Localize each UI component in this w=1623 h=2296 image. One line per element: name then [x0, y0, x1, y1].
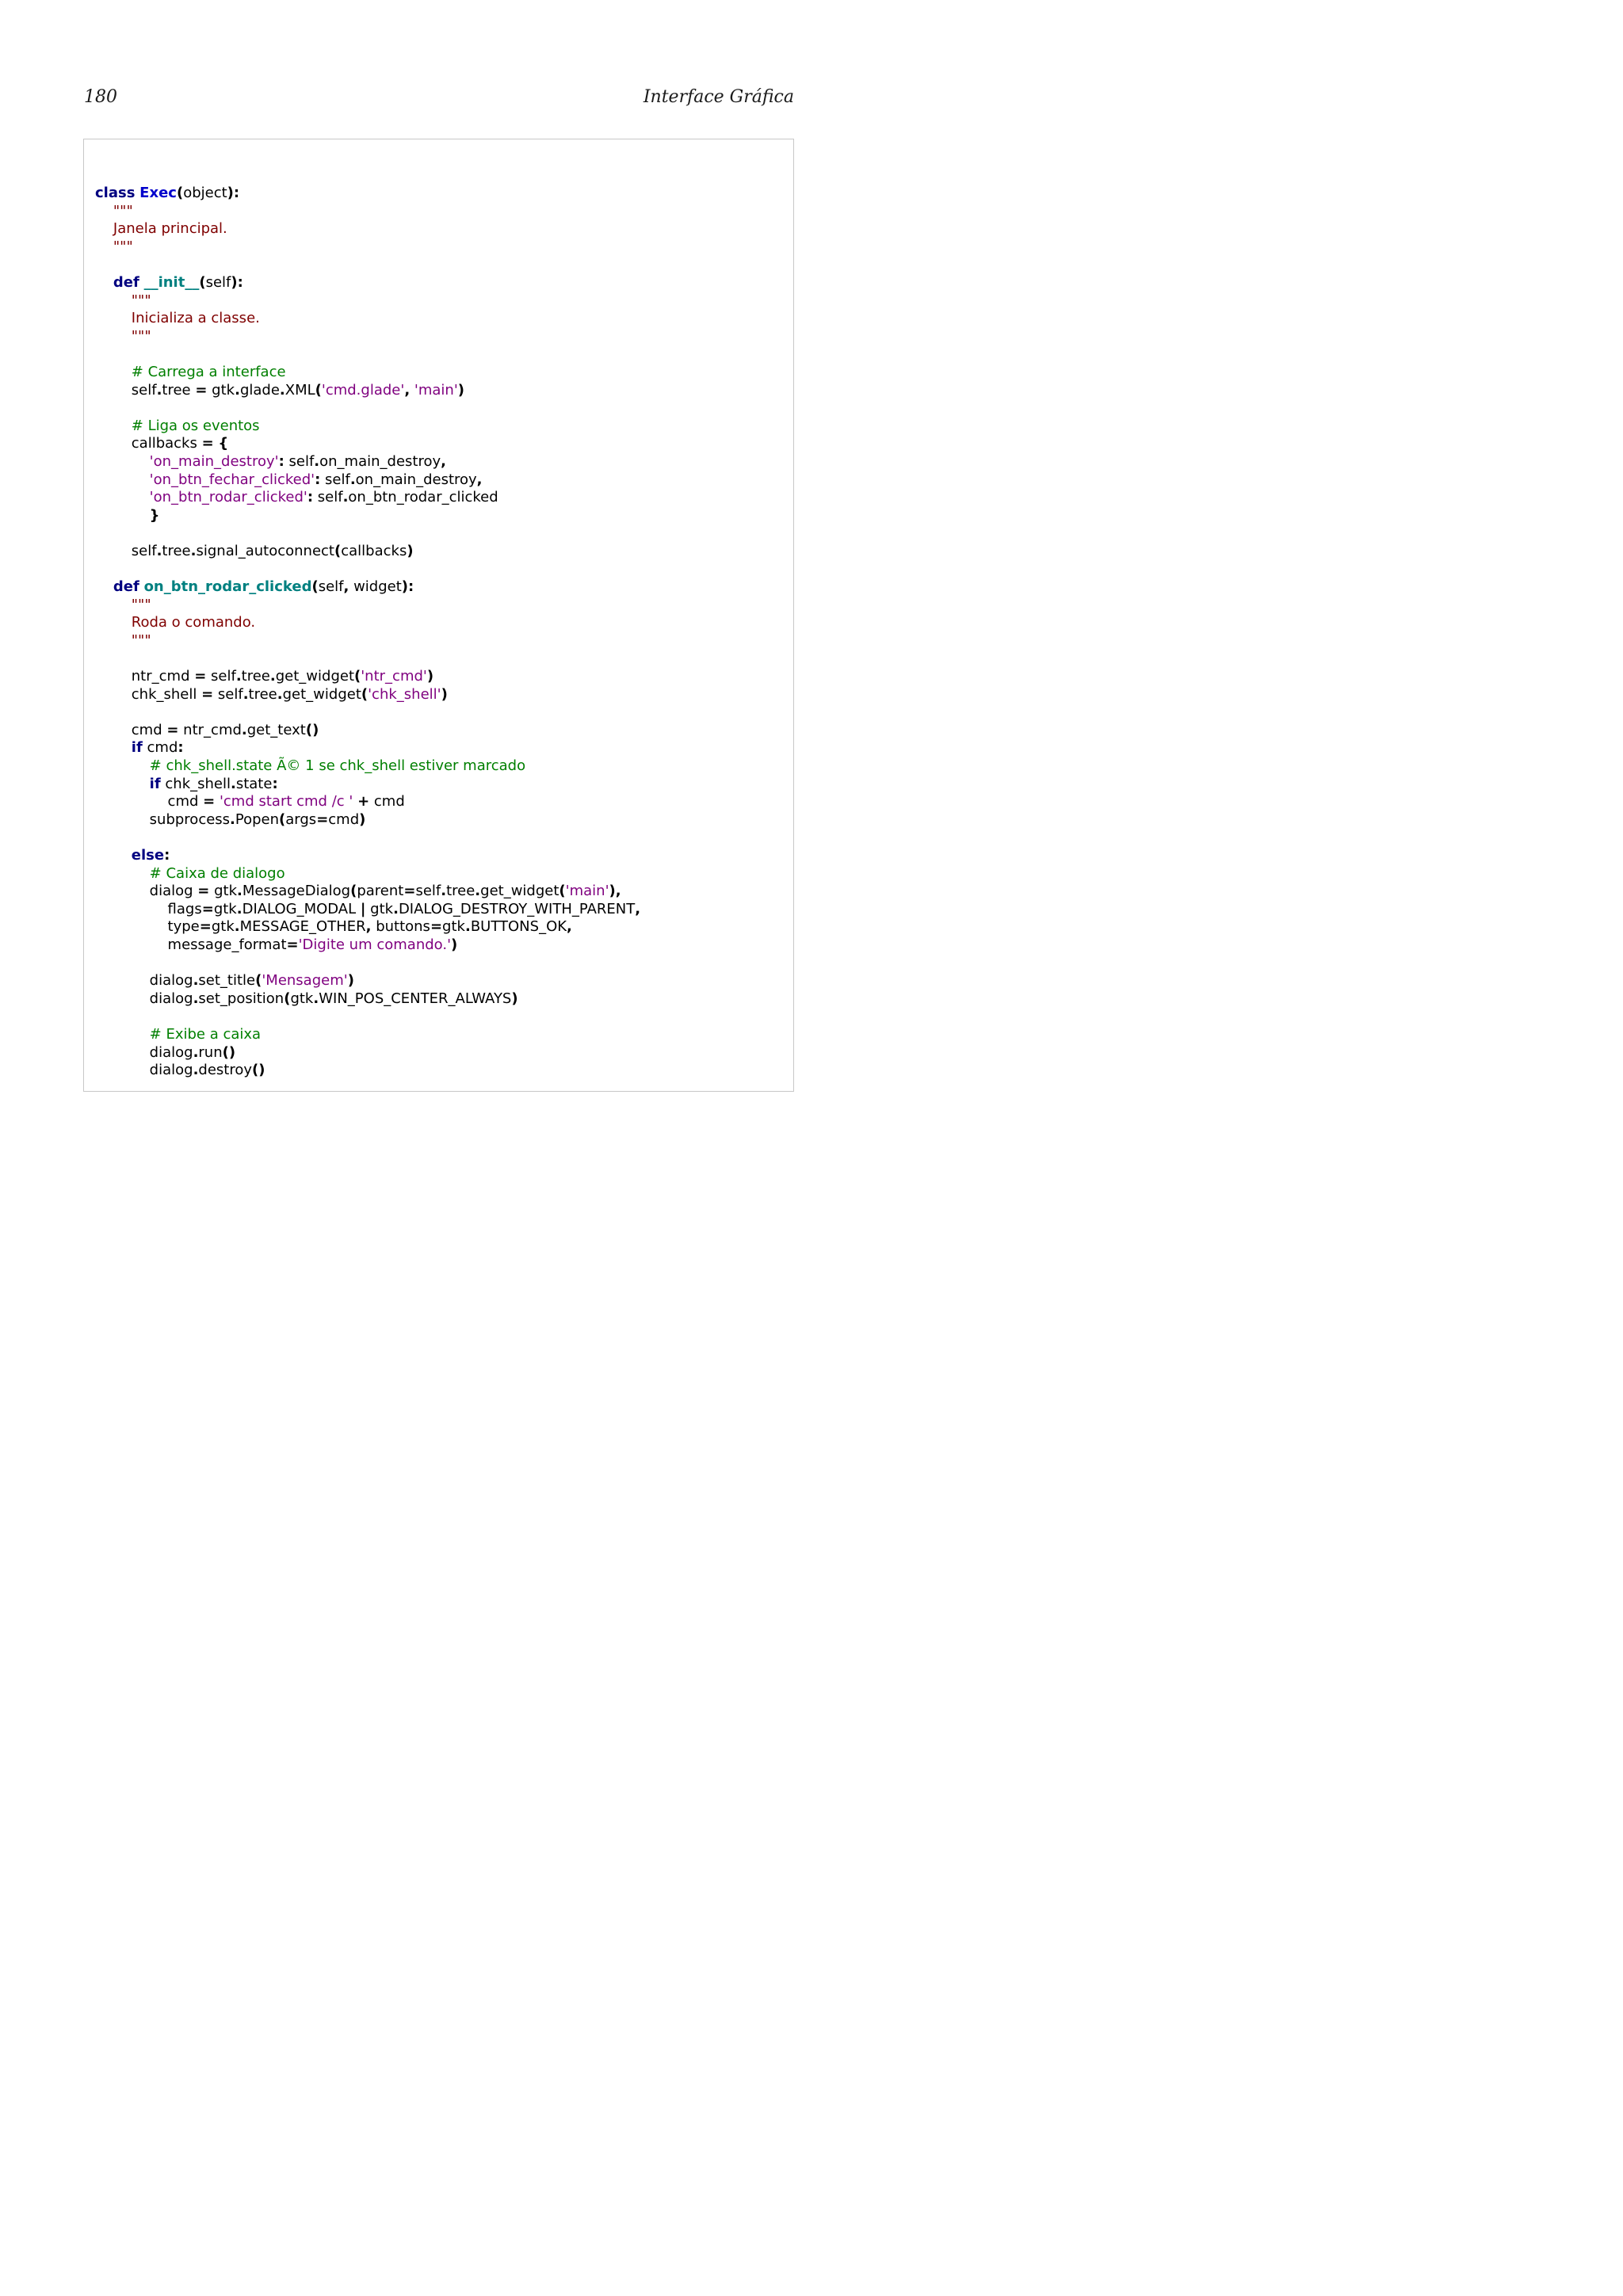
code-text-token: XML: [285, 381, 315, 399]
code-text-token: Popen: [235, 810, 280, 828]
code-line: [95, 274, 785, 292]
code-line: [95, 543, 785, 561]
code-text-token: widget: [349, 578, 402, 596]
code-text-token: glade: [239, 381, 280, 399]
comment-token: # chk_shell.state Ã© 1 se chk_shell estiver marcado: [149, 757, 526, 774]
operator-token: .: [393, 900, 399, 917]
operator-token: ): [457, 381, 464, 399]
code-text-token: gtk: [207, 381, 235, 399]
operator-token: .: [190, 542, 197, 559]
code-line: [95, 238, 785, 257]
operator-token: .: [475, 883, 481, 900]
code-text-token: [95, 274, 113, 291]
string-token: 'chk_shell': [368, 685, 441, 703]
code-text-token: dialog: [95, 883, 198, 900]
code-text-token: [95, 471, 150, 488]
operator-token: .: [237, 883, 242, 900]
code-text-token: cmd: [369, 793, 405, 810]
operator-token: (: [354, 668, 361, 685]
operator-token: ): [426, 668, 434, 685]
code-text-token: gtk: [213, 900, 237, 917]
code-text-token: self: [95, 542, 157, 559]
code-line: [95, 668, 785, 686]
code-text-token: [95, 865, 150, 882]
code-text-token: cmd: [95, 721, 167, 738]
operator-token: =: [286, 936, 299, 953]
operator-token: ,: [404, 381, 411, 399]
code-line: [95, 471, 785, 490]
operator-token: .: [342, 489, 349, 506]
code-line: [95, 1026, 785, 1044]
code-text-token: get_widget: [480, 883, 559, 900]
code-text-token: on_main_destroy: [355, 471, 477, 488]
string-token: 'Mensagem': [262, 972, 348, 990]
operator-token: .: [314, 452, 320, 470]
operator-token: .: [277, 685, 283, 703]
code-text-token: self: [205, 273, 231, 291]
string-token: 'ntr_cmd': [361, 668, 427, 685]
function-name-token: __init__: [143, 273, 200, 291]
code-text-token: dialog: [95, 972, 193, 990]
docstring-token: """: [131, 596, 151, 613]
code-text-token: [95, 847, 132, 864]
docstring-token: """: [113, 238, 133, 255]
operator-token: ):: [227, 185, 240, 201]
docstring-token: """: [113, 202, 133, 219]
code-text-token: ntr_cmd: [178, 721, 242, 738]
code-text-token: state: [235, 775, 273, 792]
operator-token: ,: [635, 900, 641, 917]
code-text-token: [95, 310, 132, 326]
code-line: [95, 650, 785, 668]
string-token: 'on_main_destroy': [149, 452, 279, 470]
code-text-token: parent: [357, 883, 404, 900]
code-text-token: [95, 364, 132, 380]
operator-token: ):: [401, 578, 414, 596]
code-line: [95, 936, 785, 955]
operator-token: .: [193, 972, 199, 990]
code-text-token: [95, 632, 132, 649]
code-text-token: gtk: [365, 900, 394, 917]
operator-token: ,: [441, 452, 446, 470]
code-line: [95, 185, 785, 203]
code-line: [95, 578, 785, 597]
code-text-token: cmd: [328, 810, 360, 828]
string-token: 'cmd.glade': [321, 381, 405, 399]
code-line: [95, 811, 785, 830]
page-header: [84, 84, 794, 111]
code-text-token: subprocess: [95, 810, 231, 828]
code-line: [95, 972, 785, 990]
docstring-token: Inicializa a classe.: [131, 310, 260, 327]
code-line: [95, 203, 785, 221]
code-text-token: flags: [95, 900, 202, 917]
code-text-token: on_btn_rodar_clicked: [348, 489, 498, 506]
code-line: [95, 847, 785, 865]
code-text-token: [95, 739, 132, 756]
operator-token: =: [203, 793, 216, 810]
code-text-token: callbacks: [341, 542, 407, 559]
code-text-token: [95, 238, 113, 255]
code-text-token: WIN_POS_CENTER_ALWAYS: [319, 990, 512, 1007]
code-line: [95, 399, 785, 418]
operator-token: :: [278, 452, 285, 470]
docstring-token: """: [131, 292, 151, 309]
docstring-token: """: [131, 631, 151, 649]
operator-token: .: [279, 381, 285, 399]
operator-token: ,: [343, 578, 349, 596]
operator-token: +: [357, 793, 370, 810]
comment-token: # Exibe a caixa: [149, 1025, 262, 1043]
operator-token: (: [255, 972, 262, 990]
operator-token: ): [407, 542, 414, 559]
code-line: [95, 328, 785, 346]
docstring-token: Janela principal.: [113, 220, 227, 238]
operator-token: .: [349, 471, 356, 488]
code-line: [95, 256, 785, 274]
function-name-token: on_btn_rodar_clicked: [143, 578, 312, 596]
code-text-token: [95, 776, 150, 792]
code-line: [95, 310, 785, 328]
code-text-token: BUTTONS_OK: [470, 918, 567, 936]
code-text-token: get_widget: [275, 668, 354, 685]
code-line: [95, 632, 785, 650]
code-text-token: on_main_destroy: [319, 452, 441, 470]
code-text-token: MESSAGE_OTHER: [239, 918, 366, 936]
code-line: [95, 418, 785, 436]
operator-token: {: [218, 435, 229, 452]
operator-token: ): [511, 990, 518, 1007]
string-token: 'on_btn_rodar_clicked': [149, 489, 307, 506]
operator-token: (: [559, 883, 566, 900]
operator-token: :: [307, 489, 314, 506]
operator-token: ):: [231, 273, 243, 291]
code-text-token: set_position: [198, 990, 285, 1007]
string-token: 'on_btn_fechar_clicked': [149, 471, 315, 488]
code-line: [95, 918, 785, 936]
operator-token: .: [234, 918, 240, 936]
code-text-token: [95, 578, 113, 595]
code-text-token: [95, 453, 150, 470]
comment-token: # Carrega a interface: [131, 363, 286, 380]
code-line: [95, 793, 785, 811]
keyword-token: def: [113, 273, 139, 291]
code-text-token: dialog: [95, 1043, 193, 1061]
comment-token: # Liga os eventos: [131, 417, 260, 434]
code-text-token: tree: [446, 883, 475, 900]
code-text-token: self: [415, 883, 441, 900]
operator-token: (: [361, 685, 369, 703]
keyword-token: if: [131, 739, 143, 757]
operator-token: (: [315, 381, 322, 399]
operator-token: :: [315, 471, 321, 488]
code-line: [95, 597, 785, 615]
operator-token: =: [166, 721, 179, 738]
code-text-token: [95, 220, 113, 237]
operator-token: .: [230, 810, 235, 828]
code-line: [95, 739, 785, 757]
string-token: 'main': [414, 381, 458, 399]
operator-token: ): [359, 810, 366, 828]
code-text-token: signal_autoconnect: [196, 542, 334, 559]
code-text-token: chk_shell: [95, 685, 202, 703]
operator-token: :: [178, 739, 184, 757]
docstring-token: """: [131, 327, 151, 345]
code-text-token: self: [206, 668, 236, 685]
code-line: [95, 560, 785, 578]
code-text-token: ntr_cmd: [95, 668, 195, 685]
operator-token: .: [235, 668, 242, 685]
code-text-token: object: [183, 185, 227, 201]
operator-token: (): [305, 721, 319, 738]
operator-token: (): [252, 1062, 265, 1079]
code-listing: [95, 185, 785, 1080]
code-line: [95, 524, 785, 543]
code-line: [95, 1008, 785, 1026]
code-text-token: gtk: [442, 918, 465, 936]
code-text-token: gtk: [211, 918, 235, 936]
code-text-token: gtk: [209, 883, 238, 900]
operator-token: ): [441, 685, 448, 703]
operator-token: =: [199, 918, 212, 936]
code-line: [95, 435, 785, 453]
code-line: [95, 220, 785, 238]
keyword-token: else: [131, 846, 165, 864]
keyword-token: def: [113, 578, 139, 596]
code-line: [95, 829, 785, 847]
code-text-token: tree: [248, 685, 277, 703]
operator-token: .: [156, 542, 162, 559]
class-name-token: Exec: [139, 185, 177, 201]
code-text-token: run: [198, 1043, 223, 1061]
operator-token: .: [242, 685, 249, 703]
code-text-token: chk_shell: [160, 775, 231, 792]
operator-token: .: [231, 775, 236, 792]
code-line: [95, 382, 785, 400]
code-line: [95, 686, 785, 704]
code-text-token: callbacks: [95, 435, 202, 452]
code-text-token: dialog: [95, 1062, 193, 1079]
keyword-token: if: [149, 775, 161, 792]
comment-token: # Caixa de dialogo: [149, 864, 285, 882]
operator-token: (: [311, 578, 319, 596]
operator-token: .: [464, 918, 471, 936]
code-text-token: self: [284, 452, 315, 470]
code-line: [95, 453, 785, 471]
operator-token: :: [272, 775, 278, 792]
code-text-token: [95, 203, 113, 219]
code-text-token: [95, 328, 132, 345]
code-text-token: self: [318, 578, 344, 596]
operator-token: .: [235, 381, 240, 399]
code-text-token: [95, 292, 132, 309]
code-text-token: self: [213, 685, 243, 703]
code-text-token: tree: [162, 542, 191, 559]
operator-token: .: [241, 721, 247, 738]
code-line: [95, 955, 785, 973]
code-text-token: cmd: [142, 739, 178, 757]
code-text-token: [95, 418, 132, 434]
operator-token: ,: [365, 918, 372, 936]
operator-token: =: [316, 810, 329, 828]
operator-token: |: [360, 900, 366, 917]
code-text-token: set_title: [198, 972, 256, 990]
operator-token: =: [403, 883, 416, 900]
operator-token: :: [164, 846, 170, 864]
code-line: [95, 990, 785, 1009]
code-line: [95, 292, 785, 311]
code-line: [95, 1062, 785, 1080]
operator-token: (: [199, 273, 206, 291]
code-text-token: self: [320, 471, 350, 488]
code-text-token: tree: [162, 381, 196, 399]
string-token: 'main': [565, 883, 609, 900]
code-text-token: dialog: [95, 990, 193, 1007]
code-text-token: [95, 597, 132, 613]
operator-token: .: [193, 1043, 199, 1061]
code-line: [95, 489, 785, 507]
operator-token: ,: [567, 918, 572, 936]
code-text-token: [95, 489, 150, 505]
operator-token: .: [313, 990, 319, 1007]
code-line: [95, 776, 785, 794]
operator-token: =: [201, 900, 214, 917]
operator-token: ): [347, 972, 354, 990]
string-token: 'Digite um comando.': [298, 936, 452, 953]
code-text-token: message_format: [95, 936, 287, 953]
code-line: [95, 704, 785, 722]
code-text-token: get_text: [246, 721, 306, 738]
code-text-token: buttons: [371, 918, 430, 936]
running-title: Interface Gráfica: [643, 87, 794, 107]
operator-token: (: [176, 185, 184, 201]
operator-token: (: [284, 990, 291, 1007]
operator-token: .: [236, 900, 242, 917]
code-text-token: gtk: [290, 990, 314, 1007]
code-text-token: args: [285, 810, 317, 828]
operator-token: =: [197, 883, 210, 900]
code-text-token: self: [95, 381, 157, 399]
operator-token: .: [193, 990, 199, 1007]
operator-token: =: [195, 381, 208, 399]
operator-token: (: [350, 883, 357, 900]
operator-token: (: [279, 810, 286, 828]
code-text-token: self: [313, 489, 343, 506]
operator-token: =: [194, 668, 207, 685]
code-line: [95, 865, 785, 883]
operator-token: (): [222, 1043, 236, 1061]
code-text-token: [95, 614, 132, 631]
code-line: [95, 364, 785, 382]
operator-token: .: [269, 668, 276, 685]
operator-token: =: [201, 685, 214, 703]
code-line: [95, 883, 785, 901]
code-text-token: DIALOG_MODAL: [242, 900, 361, 917]
operator-token: ,: [476, 471, 483, 488]
code-line: [95, 345, 785, 364]
code-line: [95, 1044, 785, 1062]
operator-token: .: [441, 883, 447, 900]
code-text-token: get_widget: [282, 685, 361, 703]
operator-token: .: [193, 1062, 199, 1079]
code-text-token: type: [95, 918, 200, 936]
code-text-token: DIALOG_DESTROY_WITH_PARENT: [398, 900, 636, 917]
code-text-token: cmd: [95, 793, 204, 810]
operator-token: ),: [609, 883, 621, 900]
operator-token: .: [156, 381, 162, 399]
code-line: [95, 901, 785, 919]
code-line: [95, 614, 785, 632]
code-text-token: [95, 757, 150, 774]
keyword-token: class: [95, 185, 136, 201]
docstring-token: Roda o comando.: [131, 614, 256, 631]
page-number: 180: [84, 87, 117, 107]
operator-token: }: [149, 506, 160, 524]
operator-token: =: [430, 918, 443, 936]
code-line: [95, 757, 785, 776]
code-line: [95, 722, 785, 740]
code-text-token: destroy: [198, 1062, 253, 1079]
code-text-token: [95, 1026, 150, 1043]
operator-token: =: [201, 435, 214, 452]
code-line: [95, 507, 785, 525]
operator-token: (: [334, 542, 342, 559]
code-text-token: MessageDialog: [242, 883, 351, 900]
operator-token: ): [451, 936, 458, 953]
code-text-token: [95, 507, 150, 524]
code-listing-frame: [83, 139, 794, 1092]
code-text-token: tree: [241, 668, 270, 685]
string-token: 'cmd start cmd /c ': [219, 793, 353, 810]
